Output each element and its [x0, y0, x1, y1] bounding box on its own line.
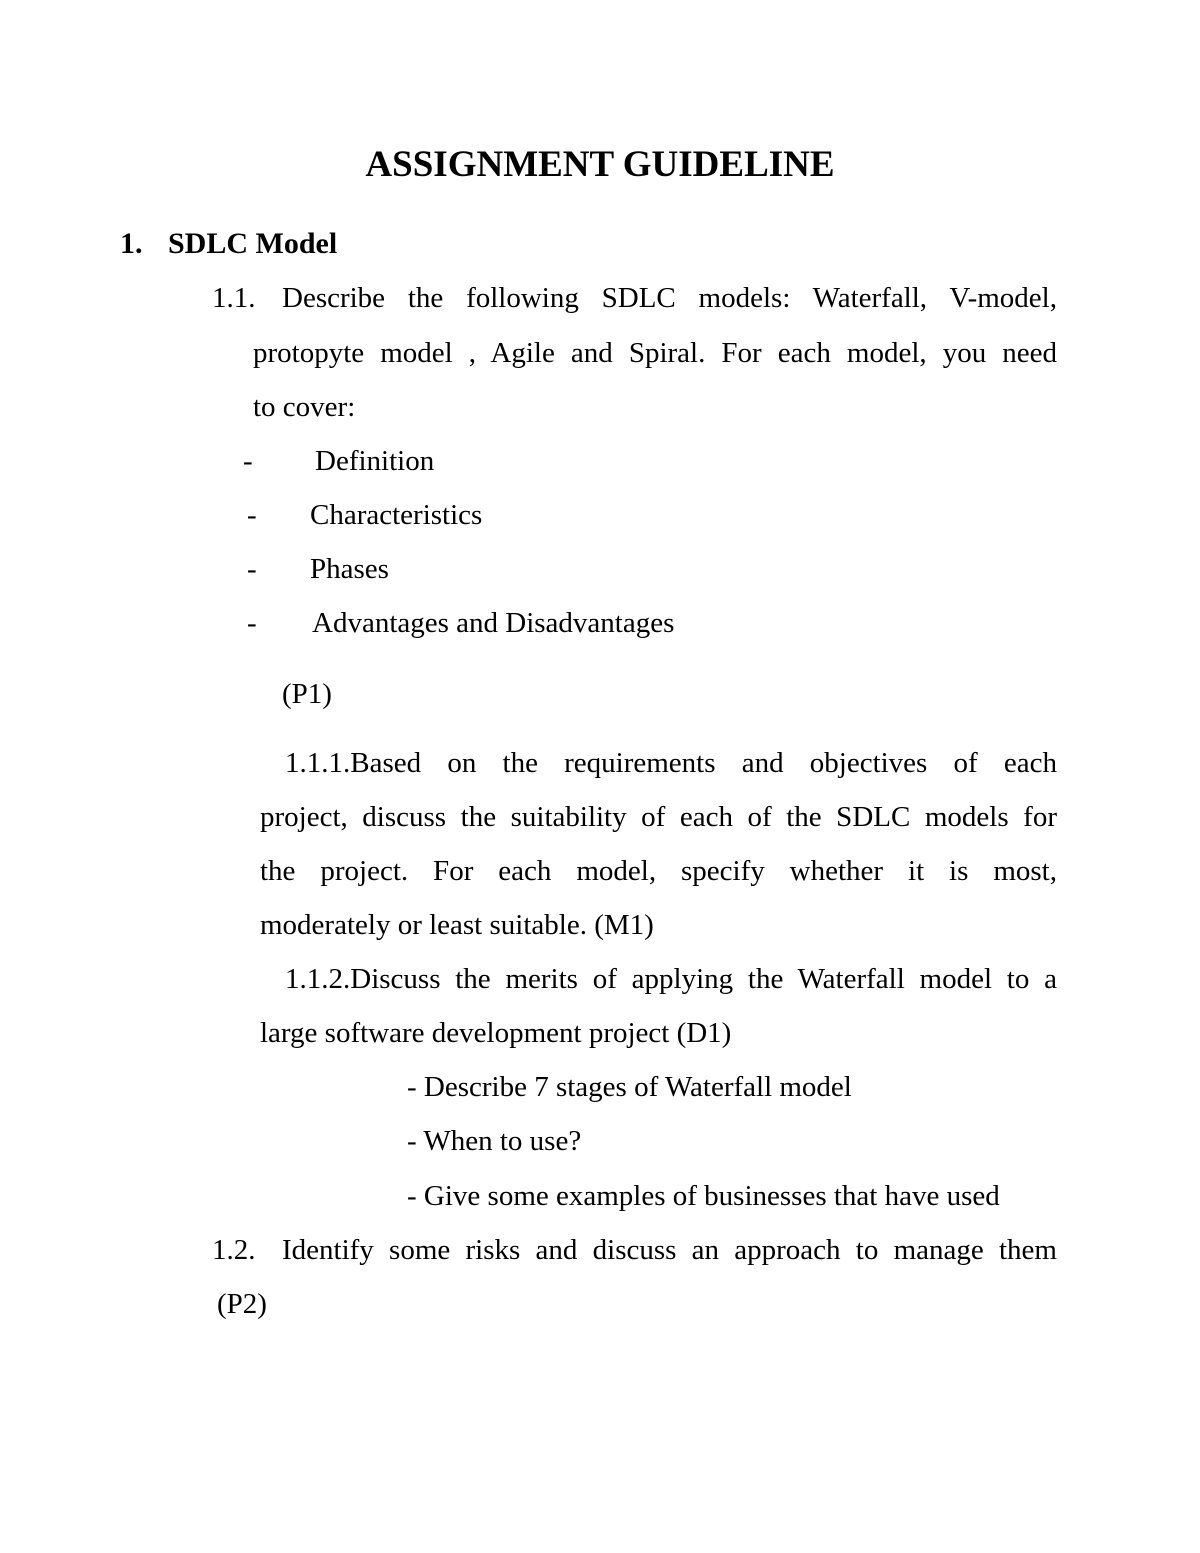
section-1-number: 1.	[120, 227, 143, 260]
item-1-1-1-line-4: moderately or least suitable. (M1)	[260, 909, 654, 941]
cover-list-item-advantages: Advantages and Disadvantages	[312, 607, 675, 639]
cover-list-dash: -	[247, 499, 257, 531]
section-1-heading: SDLC Model	[168, 227, 338, 260]
waterfall-list-item: - When to use?	[407, 1125, 582, 1157]
item-1-1-1-line-2: project, discuss the suitability of each of the SDLC models for	[260, 801, 1057, 833]
item-1-1-number: 1.1.	[212, 282, 256, 314]
item-1-1-2-line-1: 1.1.2.Discuss the merits of applying the Waterfall model to a	[285, 963, 1057, 995]
cover-list-dash: -	[247, 553, 257, 585]
waterfall-list-item: - Give some examples of businesses that have used	[407, 1180, 1000, 1212]
cover-list-item-definition: Definition	[315, 445, 435, 477]
item-1-1-line-1: Describe the following SDLC models: Waterfall, V-model,	[282, 282, 1057, 314]
item-1-2-line-1: Identify some risks and discuss an approach to manage them	[282, 1234, 1057, 1266]
cover-list-dash: -	[247, 607, 257, 639]
item-1-2-number: 1.2.	[212, 1234, 256, 1266]
item-1-1-1-line-3: the project. For each model, specify whether it is most,	[260, 855, 1057, 887]
item-1-1-line-2: protopyte model , Agile and Spiral. For each model, you need	[253, 337, 1057, 369]
p1-marker: (P1)	[282, 678, 332, 710]
item-1-1-line-3: to cover:	[253, 391, 356, 423]
cover-list-item-characteristics: Characteristics	[310, 499, 483, 531]
cover-list-item-phases: Phases	[310, 553, 389, 585]
p2-marker: (P2)	[217, 1288, 267, 1320]
cover-list-dash: -	[243, 445, 253, 477]
item-1-1-1-line-1: 1.1.1.Based on the requirements and objectives of each	[285, 747, 1057, 779]
item-1-1-2-line-2: large software development project (D1)	[260, 1017, 732, 1049]
document-title: ASSIGNMENT GUIDELINE	[365, 144, 835, 185]
waterfall-list-item: - Describe 7 stages of Waterfall model	[407, 1071, 852, 1103]
